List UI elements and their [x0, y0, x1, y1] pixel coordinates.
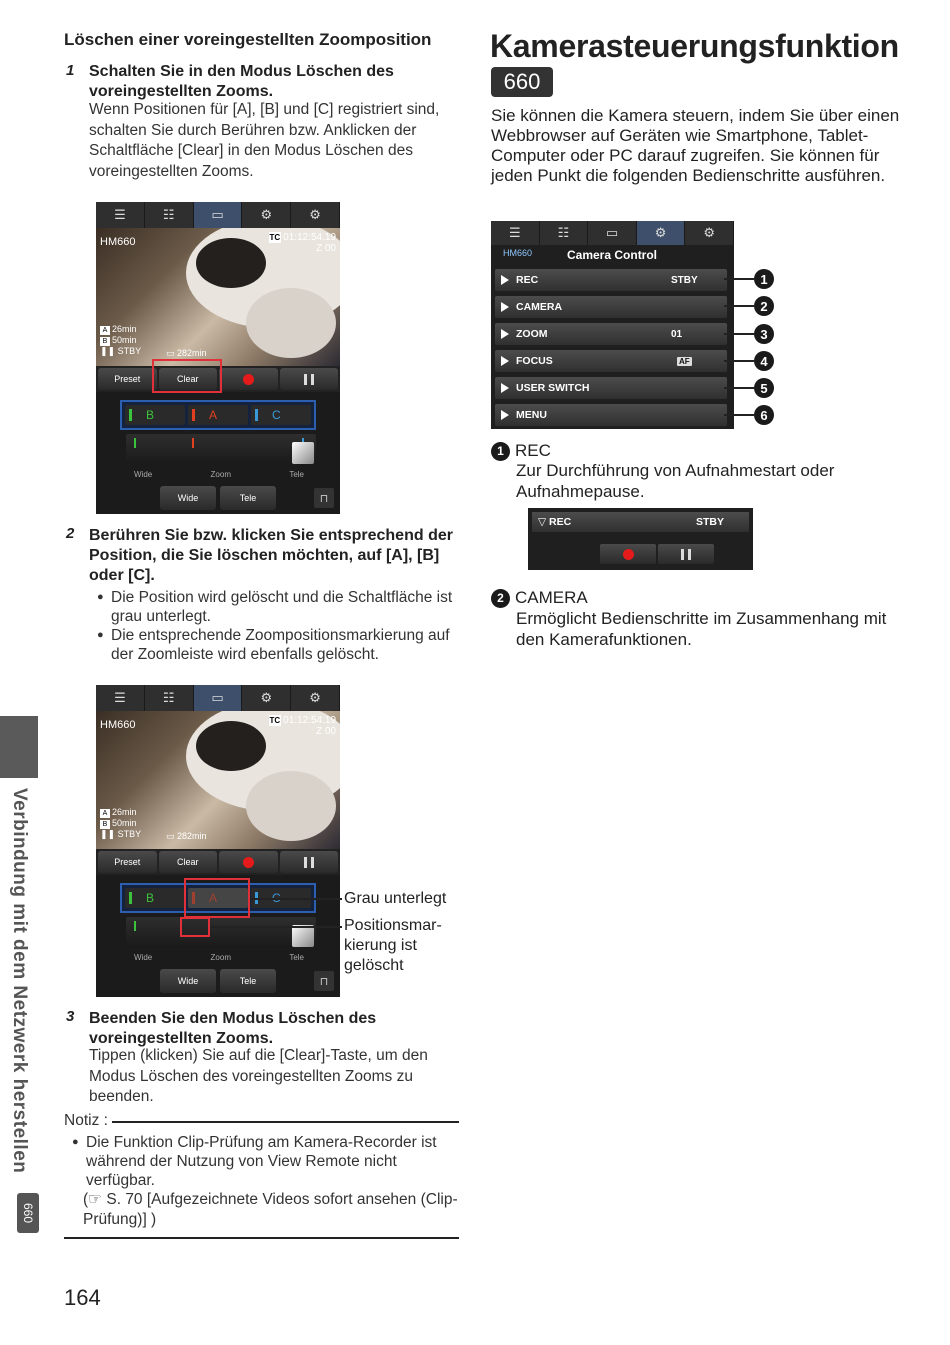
- record-icon: [243, 374, 254, 385]
- cc-item-rec[interactable]: REC STBY: [495, 269, 727, 291]
- callout-number-2: 2: [754, 296, 774, 316]
- zoom-preset-a-button[interactable]: A: [188, 405, 248, 425]
- af-badge: AF: [679, 356, 690, 366]
- step-1-number: 1: [66, 62, 75, 79]
- clear-button[interactable]: Clear: [159, 368, 218, 390]
- clip-upload-icon[interactable]: ☷: [145, 685, 194, 711]
- clip-list-icon[interactable]: ☰: [491, 221, 540, 245]
- desc-2-body: Ermöglicht Bedienschritte im Zusammenhang mit den Kamerafunktionen.: [516, 609, 887, 649]
- clip-list-icon[interactable]: ☰: [96, 685, 145, 711]
- cat-paw: [246, 288, 336, 358]
- side-section-label: Verbindung mit dem Netzwerk herstellen: [9, 788, 30, 1174]
- bottom-row: [96, 484, 340, 512]
- live-video-preview: [96, 711, 340, 849]
- cc-item-zoom[interactable]: ZOOM 01: [495, 323, 727, 345]
- zoom-preset-row: [120, 400, 316, 430]
- cc-title: Camera Control: [567, 248, 658, 262]
- gear-icon[interactable]: ⚙: [685, 221, 734, 245]
- pause-icon: [304, 374, 314, 385]
- marker-a: [192, 438, 194, 448]
- view-remote-icon[interactable]: ▭: [194, 202, 243, 228]
- view-remote-icon[interactable]: ▭: [588, 221, 637, 245]
- view-remote-icon[interactable]: ▭: [194, 685, 243, 711]
- zoom-bar-labels: Wide Zoom Tele: [134, 470, 304, 479]
- clear-button[interactable]: Clear: [159, 851, 218, 873]
- pause-status-icon: ❚❚: [100, 346, 118, 356]
- callout-line-6: [724, 414, 754, 416]
- collapse-arrow-icon: ▽: [538, 516, 549, 528]
- notiz-end-rule: [64, 1237, 459, 1239]
- record-icon: [243, 857, 254, 868]
- rec-start-button[interactable]: [600, 544, 656, 564]
- callout-line-3: [724, 333, 754, 335]
- gear-icon[interactable]: ⚙: [291, 685, 340, 711]
- cc-item-focus[interactable]: FOCUS AF: [495, 350, 727, 372]
- bottom-row: [96, 967, 340, 995]
- step-2-bullet-1: ● Die Position wird gelöscht und die Schaltfläche ist grau unterlegt.: [89, 588, 461, 626]
- marker-b: [134, 921, 136, 931]
- clip-list-icon[interactable]: ☰: [96, 202, 145, 228]
- cc-item-user-switch[interactable]: USER SWITCH: [495, 377, 727, 399]
- page-title: Kamerasteuerungsfunktion: [490, 28, 899, 64]
- record-button[interactable]: [219, 368, 278, 390]
- desc-1-body: Zur Durchführung von Aufnahmestart oder Aufnahmepause.: [516, 461, 835, 501]
- notiz-rule: [112, 1121, 459, 1123]
- zoom-preset-a-button-grayed[interactable]: A: [188, 888, 248, 908]
- camera-settings-icon[interactable]: ⚙: [637, 221, 686, 245]
- notiz-bullet: ● Die Funktion Clip-Prüfung am Kamera-Recorder ist während der Nutzung von View Remote nicht verfügbar.: [64, 1133, 459, 1190]
- zoom-bar[interactable]: [126, 434, 316, 464]
- zoom-preset-b-button[interactable]: B: [125, 405, 185, 425]
- live-video-preview: [96, 228, 340, 366]
- pause-button[interactable]: [280, 368, 339, 390]
- lock-icon[interactable]: ⊓: [314, 971, 334, 991]
- step-3-heading: Beenden Sie den Modus Löschen des voreingestellten Zooms.: [89, 1010, 377, 1047]
- intro-text: Sie können die Kamera steuern, indem Sie über einen Webbrowser auf Geräten wie Smartphone, Tablet-Computer oder PC darauf zugreifen. Sie können für jeden Punkt die folgenden Bedienschritte ausführen.: [491, 106, 900, 185]
- marker-b: [134, 438, 136, 448]
- deleted-marker-highlight: [180, 917, 210, 937]
- cat-patch: [196, 238, 266, 288]
- cat-patch: [196, 721, 266, 771]
- clip-upload-icon[interactable]: ☷: [145, 202, 194, 228]
- cat-paw: [246, 771, 336, 841]
- callout-number-5: 5: [754, 378, 774, 398]
- zoom-bar[interactable]: [126, 917, 316, 947]
- clip-upload-icon[interactable]: ☷: [540, 221, 589, 245]
- notiz-body: [64, 1133, 459, 1229]
- preset-button[interactable]: Preset: [98, 851, 157, 873]
- side-model-badge: 660: [17, 1193, 39, 1233]
- model-badge: 660: [491, 67, 553, 97]
- step-1-body: Wenn Positionen für [A], [B] und [C] registriert sind, schalten Sie durch Berühren bzw. Anklicken der Schaltfläche [Clear] in den Modus Löschen des voreingestellten Zooms.: [89, 101, 440, 180]
- record-icon: [623, 549, 634, 560]
- zoom-preset-c-button[interactable]: C: [251, 405, 311, 425]
- tele-button[interactable]: Tele: [220, 486, 276, 510]
- battery-icon: ▭: [166, 831, 178, 841]
- callout-line-2: [724, 305, 754, 307]
- camera-settings-icon[interactable]: ⚙: [242, 202, 291, 228]
- camera-settings-icon[interactable]: ⚙: [242, 685, 291, 711]
- model-label: HM660: [100, 236, 136, 248]
- page-number: 164: [64, 1285, 101, 1310]
- media-status: A 26min B 50min ❚❚ STBY: [100, 324, 142, 356]
- notiz-label: Notiz :: [64, 1112, 108, 1129]
- step-2-bullet-2: ● Die entsprechende Zoompositionsmarkierung auf der Zoomleiste wird ebenfalls gelöscht.: [89, 626, 461, 664]
- grayed-button-highlight: [184, 878, 250, 918]
- model-label: HM660: [100, 719, 136, 731]
- record-button[interactable]: [219, 851, 278, 873]
- side-tab-block: [0, 716, 38, 778]
- callout-line-gray: [250, 898, 342, 900]
- rec-pause-button[interactable]: [658, 544, 714, 564]
- desc-1-heading: 1 REC: [491, 441, 551, 461]
- callout-number-6: 6: [754, 405, 774, 425]
- callout-line-4: [724, 360, 754, 362]
- media-status: A 26min B 50min ❚❚ STBY: [100, 807, 142, 839]
- desc-2-heading: 2 CAMERA: [491, 588, 588, 608]
- step-3-body: Tippen (klicken) Sie auf die [Clear]-Taste, um den Modus Löschen des voreingestellten Zooms zu beenden.: [89, 1047, 428, 1105]
- rec-panel-screenshot: [528, 508, 753, 570]
- pause-status-icon: ❚❚: [100, 829, 118, 839]
- callout-number-3: 3: [754, 324, 774, 344]
- step-2-heading: Berühren Sie bzw. klicken Sie entsprechend der Position, die Sie löschen möchten, auf [A], [B] oder [C].: [89, 527, 453, 584]
- step-1-heading: Schalten Sie in den Modus Löschen des voreingestellten Zooms.: [89, 63, 394, 100]
- callout-marker-label: Positionsmar-kierung ist gelöscht: [344, 917, 442, 974]
- phone-tabbar: [96, 202, 340, 228]
- wide-button[interactable]: Wide: [160, 969, 216, 993]
- clear-highlight-box: [152, 359, 222, 393]
- phone-screenshot-1: [96, 202, 340, 514]
- expand-arrow-icon: [501, 356, 509, 366]
- phone-tabbar: [96, 685, 340, 711]
- control-row: [96, 849, 340, 875]
- zoom-slider-handle[interactable]: [292, 925, 314, 947]
- expand-arrow-icon: [501, 275, 509, 285]
- callout-line-marker: [210, 926, 342, 928]
- gear-icon[interactable]: ⚙: [291, 202, 340, 228]
- battery-icon: ▭: [166, 348, 178, 358]
- cc-model-label: HM660: [503, 248, 533, 258]
- lock-icon[interactable]: ⊓: [314, 488, 334, 508]
- callout-line-1: [724, 278, 754, 280]
- pause-icon: [304, 857, 314, 868]
- zoom-slider-handle[interactable]: [292, 442, 314, 464]
- battery-status: ▭ 282min: [166, 348, 207, 358]
- callout-number-4: 4: [754, 351, 774, 371]
- cc-item-camera[interactable]: CAMERA: [495, 296, 727, 318]
- camera-control-screenshot: [491, 221, 734, 429]
- cc-item-menu[interactable]: MENU: [495, 404, 727, 426]
- callout-number-1: 1: [754, 269, 774, 289]
- step-2-number: 2: [66, 525, 75, 542]
- expand-arrow-icon: [501, 383, 509, 393]
- timecode-display: TC 01:12:54.19 Z 00: [269, 715, 336, 737]
- cc-tabbar: [491, 221, 734, 245]
- section-title: Löschen einer voreingestellten Zoomposition: [64, 30, 432, 49]
- pause-icon: [681, 549, 691, 560]
- callout-gray-label: Grau unterlegt: [344, 890, 447, 907]
- step-3-number: 3: [66, 1008, 75, 1025]
- preset-button[interactable]: Preset: [98, 368, 157, 390]
- battery-status: ▭ 282min: [166, 831, 207, 841]
- timecode-display: TC 01:12:54.19 Z 00: [269, 232, 336, 254]
- phone-screenshot-2: [96, 685, 340, 997]
- expand-arrow-icon: [501, 410, 509, 420]
- rec-panel-header[interactable]: ▽ REC STBY: [532, 512, 749, 532]
- expand-arrow-icon: [501, 302, 509, 312]
- pause-button[interactable]: [280, 851, 339, 873]
- zoom-bar-labels: Wide Zoom Tele: [134, 953, 304, 962]
- notiz-reference-link[interactable]: (☞ S. 70 [Aufgezeichnete Videos sofort ansehen (Clip-Prüfung)] ): [83, 1191, 458, 1228]
- zoom-preset-b-button[interactable]: B: [125, 888, 185, 908]
- wide-button[interactable]: Wide: [160, 486, 216, 510]
- callout-line-5: [724, 387, 754, 389]
- tele-button[interactable]: Tele: [220, 969, 276, 993]
- expand-arrow-icon: [501, 329, 509, 339]
